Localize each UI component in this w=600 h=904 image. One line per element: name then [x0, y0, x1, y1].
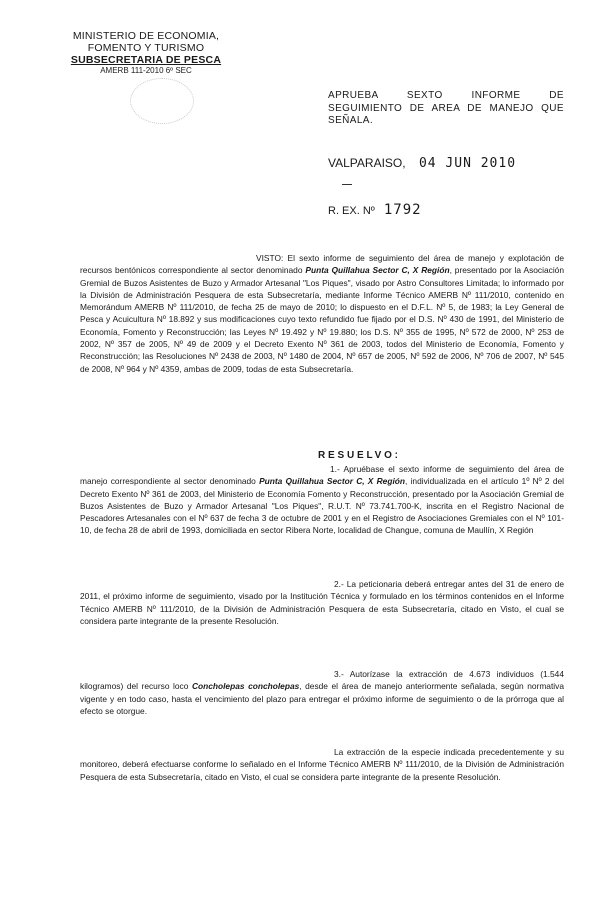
article-2	[80, 578, 564, 627]
rex-number: 1792	[383, 202, 422, 218]
place: VALPARAISO,	[328, 156, 406, 170]
rex-label: R. EX. Nº	[328, 205, 375, 217]
visto-label: VISTO:	[256, 253, 284, 263]
ministry-name: MINISTERIO DE ECONOMIA,	[72, 30, 220, 42]
ministry-header	[66, 30, 226, 76]
article-1	[80, 463, 564, 537]
office-seal	[130, 78, 194, 124]
article-1-sector: Punta Quillahua Sector C, X Región	[259, 476, 405, 487]
visto-paragraph	[80, 252, 564, 375]
resuelvo-heading: RESUELVO:	[318, 450, 401, 461]
resolution-title: APRUEBA SEXTO INFORME DE SEGUIMIENTO DE AREA DE MANEJO QUE SEÑALA.	[328, 90, 564, 126]
article-1-text-2: , individualizada en el artículo 1º Nº 2 del Decreto Exento Nº 361 de 2003, del Ministerio de Economía Fomento y Reconstrucción, presentado por la Asociación Gremial de Buzos Asistentes de Buzo y Armador Artesanal "Los Piques", R.U.T. Nº 73.741.700-K, inscrita en el Registro Nacional de Pescadores Artesanales con el Nº 637 de fecha 3 de octubre de 2001 y en el Registro de Asociaciones Gremiales con el Nº 101-10, de fecha 28 de abril de 1993, domiciliada en sector Ribera Norte, localidad de Changue, comuna de Maullín, X Región	[80, 476, 564, 536]
article-3-species: Concholepas concholepas	[191, 681, 300, 692]
article-3-text-1: 3.- Autorízase la extracción de 4.673 individuos (1.544 kilogramos) del recurso loco	[80, 669, 564, 692]
article-3-text-2: , desde el área de manejo anteriormente señalada, según normativa vigente y en todo caso, hasta el vencimiento del plazo para entregar el próximo informe de seguimiento o de la prórroga que al efecto se otorgue.	[80, 681, 564, 716]
article-1-text-1: 1.- Apruébase el sexto informe de seguimiento del área de manejo correspondiente al sector denominado	[80, 464, 564, 487]
ministry-name-2: FOMENTO Y TURISMO	[87, 42, 205, 54]
resolution-number-line	[328, 202, 422, 218]
visto-text-1: El sexto informe de seguimiento del área de manejo y explotación de recursos bentónicos correspondiente al sector denominado	[80, 253, 564, 276]
extraction-text: La extracción de la especie indicada precedentemente y su monitoreo, deberá efectuarse conforme lo señalado en el Informe Técnico AMERB Nº 111/2010, de la División de Administración Pesquera de esta Subsecretaría, citado en Visto, el cual se considera parte integrante de la presente Resolución.	[80, 747, 564, 782]
date-stamp: 04 JUN 2010	[418, 156, 517, 171]
article-3-extraction-paragraph	[80, 746, 564, 783]
date-line	[328, 156, 516, 171]
file-reference: AMERB 111-2010 6º SEC	[100, 66, 192, 75]
divider-dash	[342, 184, 352, 185]
visto-text-2: , presentado por la Asociación Gremial de Buzos Asistentes de Buzo y Armador Artesanal "Los Piques", visado por Astro Consultores Limitada; lo informado por la División de Administración Pesquera de esta Subsecretaría, mediante Informe Técnico AMERB Nº 111/2010, contenido en Memorándum AMERB Nº 111/2010, de fecha 25 de mayo de 2010; lo dispuesto en el D.F.L. Nº 5, de 1983; la Ley General de Pesca y Acuicultura Nº 18.892 y sus modificaciones cuyo texto refundido fue fijado por el D.S. Nº 430 de 1991, del Ministerio de Economía, Fomento y Reconstrucción; las Leyes Nº 19.492 y Nº 19.880; los D.S. Nº 355 de 1995, Nº 572 de 2000, Nº 253 de 2002, Nº 357 de 2005, Nº 49 de 2009 y el Decreto Exento Nº 361 de 2003, todos del Ministerio de Economía, Fomento y Reconstrucción; las Resoluciones Nº 2438 de 2003, Nº 1480 de 2004, Nº 657 de 2005, Nº 592 de 2006, Nº 706 de 2007, Nº 545 de 2008, Nº 964 y Nº 4359, ambas de 2009, todas de esta Subsecretaría.	[80, 265, 564, 374]
article-2-text: 2.- La peticionaria deberá entregar antes del 31 de enero de 2011, el próximo informe de seguimiento, visado por la Institución Técnica y formulado en los términos contenidos en el Informe Técnico AMERB Nº 111/2010, de la División de Administración Pesquera de esta Subsecretaría, citado en Visto, el cual se considera parte integrante de la presente Resolución.	[80, 579, 564, 626]
article-3	[80, 668, 564, 717]
subsecretaria-name: SUBSECRETARIA DE PESCA	[70, 54, 222, 66]
visto-sector: Punta Quillahua Sector C, X Región	[305, 265, 450, 276]
